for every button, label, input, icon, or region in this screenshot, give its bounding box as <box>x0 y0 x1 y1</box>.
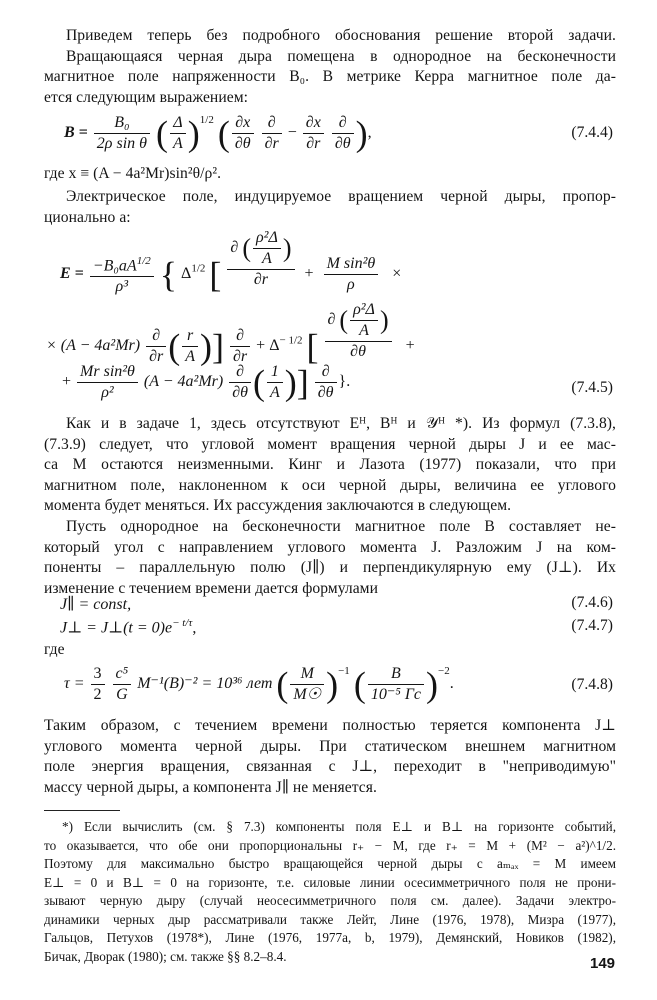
fraction: $\frac{\partial}{\partial\theta}$ <box>229 362 251 403</box>
text-line: Как и в задаче 1, здесь отсутствуют Eᴴ, Bᴴ и 𝒴ᴴ *). Из формул (7.3.8), <box>66 415 616 432</box>
right-paren: ) <box>355 113 368 154</box>
text-line: углового момента черной дыры. При статическом внешнем магнитном <box>44 737 616 755</box>
exponent: − 1/2 <box>279 334 303 347</box>
footnote-line: Гальцов, Петухов (1978*), Лине (1976, 1977a, b, 1979), Демянский, Новиков (1982), <box>44 930 616 945</box>
footnote-divider <box>44 810 120 811</box>
fraction: $\frac{\partial x}{\partial\theta}$ <box>232 113 254 154</box>
page-number: 149 <box>590 955 616 972</box>
fraction: $\frac{\partial}{\partial r}$ <box>146 326 166 367</box>
right-paren: ) <box>200 326 213 367</box>
text-line: ется следующим выражением: <box>44 88 248 106</box>
paragraph-conclusion <box>44 716 616 798</box>
left-paren: ( <box>276 664 289 705</box>
equation-7-4-7 <box>60 617 620 637</box>
exponent: −1 <box>338 665 350 678</box>
equation-7-4-6 <box>60 594 620 614</box>
right-brace: }. <box>338 373 351 391</box>
exponent: −2 <box>438 665 450 678</box>
delta: Δ <box>181 265 192 282</box>
left-paren: ( <box>252 362 265 403</box>
equation-number: (7.4.5) <box>571 379 613 396</box>
times-sign: × <box>392 265 402 282</box>
equation-7-4-8 <box>64 664 624 705</box>
eq-lhs: B = <box>64 124 88 142</box>
fraction: $\frac{M}{M☉}$ <box>290 664 324 705</box>
text-line: массу черной дыры, а компонента J∥ не меняется. <box>44 778 377 796</box>
right-bracket: ] <box>296 362 309 403</box>
fraction: $\frac{r}{A}$ <box>182 326 198 367</box>
plus-sign: + <box>304 265 314 282</box>
text-line: где x ≡ (A − 4a²Mr)sin²θ/ρ². <box>44 165 222 182</box>
fraction: $\frac{\text{M sin²θ}}{\rho}$ <box>324 254 379 295</box>
footnote-line: зывают черную дыру (случай неосесимметричного поля см. далее). Задачи электро- <box>44 893 616 908</box>
footnote-line: *) Если вычислить (см. § 7.3) компоненты поля E⊥ и B⊥ на горизонте событий, <box>62 819 616 834</box>
text-line: магнитном поле, наклоненном к оси черной дыры, величина ее углового <box>44 476 616 494</box>
right-bracket: ] <box>212 326 225 367</box>
equation-7-4-5-line-3 <box>62 362 622 403</box>
equation-7-4-5-line-2 <box>46 300 606 367</box>
footnote-line: динамики черных дыр рассматривали также Лейт, Лине (1976, 1978), Мизра (1977), <box>44 911 616 927</box>
eq-lhs: E = <box>60 265 84 282</box>
fraction: $\frac{\partial}{\partial r}$ <box>262 113 282 154</box>
comma: , <box>367 124 372 142</box>
equation-number: (7.4.8) <box>571 676 613 693</box>
left-paren: ( <box>156 113 169 154</box>
fraction: $\frac{-B_0aA^{1/2}}{\text{ρ³}}$ <box>90 251 154 297</box>
plus-sign: + <box>62 373 72 391</box>
equation-7-4-5-line-1 <box>60 228 620 297</box>
equation-number: (7.4.4) <box>571 124 613 141</box>
fraction: ∂ ( $\frac{\text{ρ²Δ}}{A}$ ) ∂θ <box>325 300 392 362</box>
left-brace: { <box>159 254 178 295</box>
eq-term: M⁻¹(B)⁻² = 10³⁶ лет <box>137 675 273 693</box>
text-line: ционально a: <box>44 208 131 226</box>
fraction: $\frac{\partial x}{\partial r}$ <box>303 113 324 154</box>
fraction: $\frac{B}{\text{10⁻⁵ Гс}}$ <box>368 664 424 705</box>
footnote-line: Бичак, Дворак (1980); см. также §§ 8.2–8.4. <box>44 948 287 964</box>
footnote <box>44 818 616 966</box>
text-line: изменение с течением времени дается формулами <box>44 579 378 597</box>
paragraph-intro <box>44 26 616 108</box>
minus-sign: − <box>287 124 297 142</box>
exponent: 1/2 <box>191 262 206 275</box>
text-line: Пусть однородное на бесконечности магнитное поле B составляет не- <box>66 518 616 535</box>
eq-lhs: τ = <box>64 675 85 693</box>
right-paren: ) <box>187 113 200 154</box>
text-line: Таким образом, с течением времени полностью теряется компонента J⊥ <box>44 717 616 734</box>
fraction: $\frac{\text{Mr sin²θ}}{\text{ρ²}}$ <box>77 362 138 403</box>
footnote-line: то оказывается, что обе они пропорциональны r₊ − M, где r₊ = M + (M² − a²)^1/2. <box>44 837 616 853</box>
eq-term: (A − 4a²Mr) <box>143 373 224 391</box>
text-line: са M остаются неизменными. Кинг и Лазота (1977) показали, что при <box>44 456 616 474</box>
right-paren: ) <box>284 362 297 403</box>
text-line: момента будет меняться. Их рассуждения заключаются в следующем. <box>44 497 512 515</box>
fraction: $\frac{\partial}{\partial\theta}$ <box>315 362 337 403</box>
right-paren: ) <box>326 664 339 705</box>
fraction: $\frac{\text{c⁵}}{G}$ <box>113 664 132 705</box>
text-line: (7.3.9) следует, что угловой момент вращения черной дыры J и ее мас- <box>44 435 616 453</box>
left-paren: ( <box>217 113 230 154</box>
definition-x <box>44 164 616 185</box>
period: . <box>449 675 454 693</box>
fraction: $\frac{\text{B₀}}{\text{2ρ sin θ}}$ <box>94 113 150 154</box>
text-line: поненты – параллельную полю (J∥) и перпендикулярную ему (J⊥). Их <box>44 559 616 577</box>
fraction: $\frac{3}{2}$ <box>91 664 105 705</box>
eq-term: J∥ = const, <box>60 596 132 613</box>
left-paren: ( <box>353 664 366 705</box>
text-line: который угол с направлением углового момента J. Разложим J на ком- <box>44 538 616 556</box>
fraction: $\frac{\Delta}{A}$ <box>170 113 186 154</box>
right-paren: ) <box>426 664 439 705</box>
paragraph-electric-field <box>44 187 616 228</box>
text-line: Приведем теперь без подробного обоснования решение второй задачи. <box>66 27 616 44</box>
plus-sign: + <box>256 337 266 354</box>
paragraph-decomposition <box>44 517 616 599</box>
text-line: Вращающаяся черная дыра помещена в однородное на бесконечности <box>66 47 616 65</box>
left-bracket: [ <box>209 254 222 295</box>
eq-term: × (A − 4a²Mr) <box>46 337 141 354</box>
equation-number: (7.4.6) <box>571 594 613 611</box>
fraction: $\frac{\partial}{\partial r}$ <box>230 326 250 367</box>
eq-term: J⊥ = J⊥(t = 0)e <box>60 619 173 637</box>
equation-7-4-4 <box>64 113 624 154</box>
exponent: 1/2 <box>199 114 214 127</box>
left-paren: ( <box>168 326 181 367</box>
text-line: где <box>44 641 65 658</box>
text-line: магнитное поле напряженности B₀. В метрике Керра магнитное поле да- <box>44 68 616 86</box>
where-label <box>44 640 616 661</box>
text-line: Электрическое поле, индуцируемое вращением черной дыры, пропор- <box>66 188 616 205</box>
text-line: поле энергия вращения, связанная с J⊥, переходит в "неприводимую" <box>44 758 616 776</box>
comma: , <box>192 619 197 637</box>
fraction: $\frac{1}{A}$ <box>267 362 283 403</box>
plus-sign: + <box>405 337 415 354</box>
equation-number: (7.4.7) <box>571 617 613 634</box>
fraction: $\frac{\partial}{\partial\theta}$ <box>332 113 354 154</box>
paragraph-king-lasota <box>44 414 616 517</box>
exponent: − t/τ <box>172 617 193 629</box>
delta: Δ <box>269 337 280 354</box>
footnote-line: E⊥ = 0 и B⊥ = 0 на горизонте, т.е. силовые линии осесимметричного поля не прони- <box>44 874 616 890</box>
fraction: ∂ ( $\frac{\text{ρ²Δ}}{A}$ ) ∂r <box>227 228 294 290</box>
left-bracket: [ <box>306 326 319 367</box>
footnote-line: Поэтому для максимально быстро вращающейся черной дыры с aₘₐₓ = M имеем <box>44 856 616 871</box>
